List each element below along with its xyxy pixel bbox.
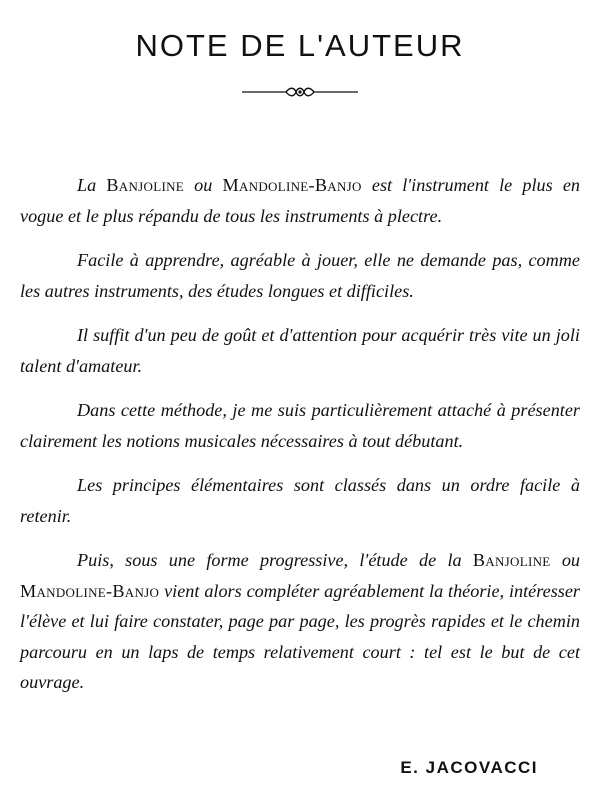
paragraph-6 <box>20 545 580 698</box>
instrument-name: Banjoline <box>106 175 185 195</box>
text-run: Puis, sous une forme progressive, l'étude de la <box>77 550 473 570</box>
instrument-name: Mandoline-Banjo <box>20 580 160 601</box>
text-run: est l'instrument le plus en vogue et le plus répandu de tous les instruments à plectre. <box>20 175 580 226</box>
text-run: vient alors compléter agréablement la théorie, intéresser l'élève et lui faire constater, page par page, les progrès rapides et le chemin parcouru en un laps de temps relativement court : tel est le but de cet ouvrage. <box>20 580 580 692</box>
text-run: ou <box>550 550 580 570</box>
author-note-body <box>20 170 580 712</box>
paragraph-1 <box>20 170 580 231</box>
text-run: ou <box>184 175 223 195</box>
text-run: La <box>77 175 107 195</box>
paragraph-2: Facile à apprendre, agréable à jouer, elle ne demande pas, comme les autres instruments, des études longues et difficiles. <box>20 250 580 301</box>
paragraph-3: Il suffit d'un peu de goût et d'attention pour acquérir très vite un joli talent d'amateur. <box>20 325 580 376</box>
instrument-name: Banjoline <box>472 550 551 570</box>
paragraph-4: Dans cette méthode, je me suis particulièrement attaché à présenter clairement les notions musicales nécessaires à tout débutant. <box>20 400 580 451</box>
page-title: NOTE DE L'AUTEUR <box>135 28 465 63</box>
instrument-name: Mandoline-Banjo <box>222 175 362 195</box>
fleuron-divider-icon <box>242 86 358 98</box>
paragraph-5: Les principes élémentaires sont classés dans un ordre facile à retenir. <box>20 475 580 526</box>
author-signature: E. JACOVACCI <box>400 758 538 777</box>
